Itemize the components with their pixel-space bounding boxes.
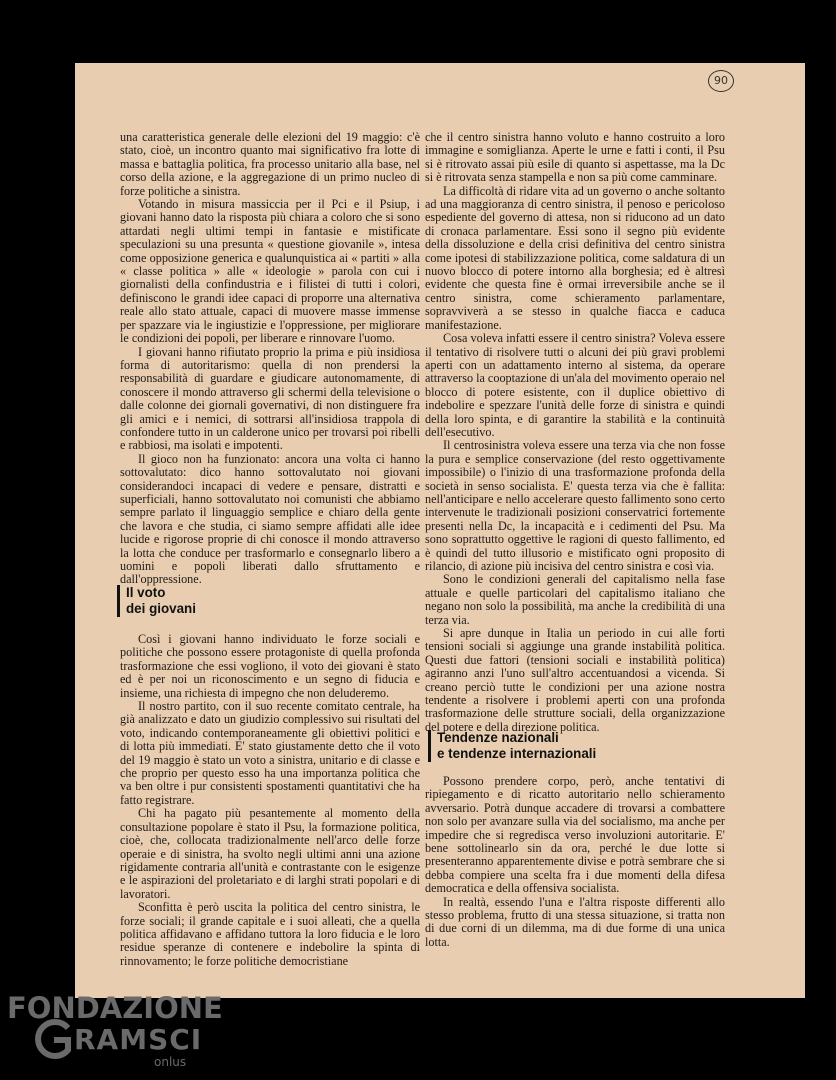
heading-line: Tendenze nazionali <box>437 730 559 745</box>
paragraph: Il centrosinistra voleva essere una terza via che non fosse la pura e semplice conservazione (del resto oggettivamente impossibile) o l'inizio di una trasformazione profonda della società in senso socialista. E' questa terza via che è fallita: nell'anticipare e nello accelerare questo fallimento sono certo intervenute le tradizionali posizioni conservatrici fortemente presenti nella Dc, la incapacità e i cedimenti del Psu. Ma sono soprattutto oggettive le ragioni di questo fallimento, ed è quindi del tutto illusorio e mistificato ogni proposito di rilancio, di azione più incisiva del centro sinistra e così via. <box>425 438 725 573</box>
left-column <box>120 131 420 587</box>
paragraph: Chi ha pagato più pesantemente al momento della consultazione popolare è stato il Psu, la formazione politica, cioè, che, collocata tradizionalmente nell'arco delle forze operaie e di sinistra, ha svolto negli ultimi anni una azione rigidamente contraria all'unità e contrastante con le esigenze e le aspirazioni del proletariato e di larghi strati popolari e di lavoratori. <box>120 806 420 901</box>
fondazione-gramsci-watermark <box>0 985 223 1080</box>
paragraph: La difficoltà di ridare vita ad un governo o anche soltanto ad una maggioranza di centro sinistra, il penoso e pericoloso espediente del governo di attesa, non si riducono ad un dato di cronaca parlamentare. Essi sono il segno più evidente della dissoluzione e della crisi definitiva del centro sinistra come ipotesi di stabilizzazione politica, come saldatura di un nuovo blocco di potere intorno alla borghesia; ed è altresì evidente che questa fine è ormai irreversibile anche se il centro sinistra, come schieramento parlamentare, sopravviverà a se stesso in qualche fiacca e caduca manifestazione. <box>425 183 725 332</box>
paragraph: Così i giovani hanno individuato le forze sociali e politiche che possono essere protagoniste di quella profonda trasformazione che essi vogliono, il voto dei giovani è stato ed è per noi un riconoscimento e un segno di fiducia e insieme, una richiesta di impegno che non deluderemo. <box>120 632 420 700</box>
gramsci-g-logo-icon <box>32 1018 74 1060</box>
paragraph: Possono prendere corpo, però, anche tentativi di ripiegamento e di ricatto autoritario nello schieramento avversario. Potrà dunque accadere di trovarsi a combattere non solo per avanzare sulla via del socialismo, ma anche per impedire che si regredisca verso involuzioni autoritarie. E' bene sottolinearlo sin da ora, perché le due lotte si presenteranno apparentemente divise e potrà sembrare che si debba compiere una scelta fra i due momenti della difesa democratica e della offensiva socialista. <box>425 774 725 896</box>
heading-line: e tendenze internazionali <box>437 746 597 761</box>
paragraph: Sono le condizioni generali del capitalismo nella fase attuale e quelle particolari del capitalismo italiano che negano non solo la possibilità, ma anche la credibilità di una terza via. <box>425 572 725 627</box>
left-column-section-2 <box>120 633 420 968</box>
section-heading-voto-giovani <box>117 585 196 617</box>
paragraph: Votando in misura massiccia per il Pci e il Psiup, i giovani hanno dato la risposta più chiara a coloro che si sono attardati negli ultimi tempi in fantasie e mistificate speculazioni su una presunta « questione giovanile », intesa come opposizione generica e qualunquistica ai « partiti » alla « classe politica » alle « ideologie » parola con cui i giornalisti della confindustria e i filistei di tutti i colori, definiscono le grandi idee capaci di proporre una alternativa reale allo stato attuale, capaci di muovere masse immense per spazzare via le ingiustizie e l'oppressione, per migliorare le condizioni dei popoli, per liberare e rinnovare l'uomo. <box>120 197 420 346</box>
paragraph: Il gioco non ha funzionato: ancora una volta ci hanno sottovalutato: dico hanno sottovalutato noi giovani considerandoci incapaci di vedere e pensare, distratti e superficiali, hanno sottovalutato noi comunisti che abbiamo sempre parlato il linguaggio semplice e chiaro della gente che lavora e che studia, ci siamo sempre affidati alle idee lucide e rigorose proprie di chi conosce il mondo attraverso la lotta che conduce per trasformarlo e consegnarlo libero a uomini e popoli liberati dallo sfruttamento e dall'oppressione. <box>120 451 420 587</box>
right-column-section-2 <box>425 775 725 949</box>
watermark-onlus: onlus <box>154 1055 187 1069</box>
heading-line: dei giovani <box>126 601 196 616</box>
right-column <box>425 131 725 734</box>
paragraph: una caratteristica generale delle elezioni del 19 maggio: c'è stato, cioè, un incontro quanto mai significativo fra lotte di massa e battaglia politica, fra processo unitario alla base, nel corso della azione, e la aggregazione di un primo nucleo di forze politiche a sinistra. <box>120 130 420 198</box>
paragraph: In realtà, essendo l'una e l'altra risposte differenti allo stesso problema, frutto di una stessa situazione, si tratta non di due corni di un dilemma, ma di due forme di una unica lotta. <box>425 894 725 949</box>
heading-line: Il voto <box>126 585 166 600</box>
paragraph: che il centro sinistra hanno voluto e hanno costruito a loro immagine e somiglianza. Aperte le urne e fatti i conti, il Psu si è ritrovato assai più esile di quanto si aspettasse, ma la Dc si è ritrovata senza stampella e non sa più come camminare. <box>425 130 725 185</box>
paragraph: Sconfitta è però uscita la politica del centro sinistra, le forze sociali; il grande capitale e i suoi alleati, che a quella politica affidavano e affidano tuttora la loro fiducia e le loro residue speranze di contenere e indebolire la spinta di rinnovamento; le forze politiche democristiane <box>120 900 420 968</box>
watermark-line1: FONDAZIONE <box>7 991 223 1025</box>
paragraph: Il nostro partito, con il suo recente comitato centrale, ha già analizzato e dato un giudizio complessivo sui risultati del voto, indicando contemporaneamente gli obiettivi politici e di lotta più immediati. E' stato giustamente detto che il voto del 19 maggio è stato un voto a sinistra, unitario e di classe e che proprio per questo esso ha una importanza politica che va ben oltre i pur consistenti spostamenti quantitativi che ha fatto registrare. <box>120 699 420 807</box>
watermark-line2: RAMSCI <box>74 1023 203 1056</box>
paragraph: Si apre dunque in Italia un periodo in cui alle forti tensioni sociali si aggiunge una grande instabilità politica. Questi due fattori (tensioni sociali e instabilità politica) agiranno anzi l'uno sull'altro accentuandosi a vicenda. Si creano perciò tutte le condizioni per una azione nostra tendente a risolvere i problemi aperti con una profonda trasformazione delle strutture sociali, della organizzazione del potere e della direzione politica. <box>425 626 725 734</box>
page-number: 90 <box>708 70 734 92</box>
paragraph: Cosa voleva infatti essere il centro sinistra? Voleva essere il tentativo di risolvere tutti o alcuni dei più gravi problemi aperti con un adattamento interno al sistema, da operare attraverso la cooptazione di un'ala del movimento operaio nel blocco di potere esistente, con il duplice obiettivo di indebolire e spezzare l'unità delle forze di sinistra e quindi della loro spinta, e di garantire la stabilità e la continuità dell'esecutivo. <box>425 331 726 439</box>
paragraph: I giovani hanno rifiutato proprio la prima e più insidiosa forma di autoritarismo: quella di non prendersi la responsabilità di guardare e giudicare autonomamente, di conoscere il mondo attraverso gli schermi della televisione o dalle colonne dei giornali governativi, di non distinguere fra gli amici e i nemici, di sottrarsi all'insidiosa trappola di confondere tutto in un calderone unico per trovarsi poi ribelli e rabbiosi, ma isolati e impotenti. <box>120 344 420 453</box>
section-heading-tendenze <box>428 730 596 762</box>
